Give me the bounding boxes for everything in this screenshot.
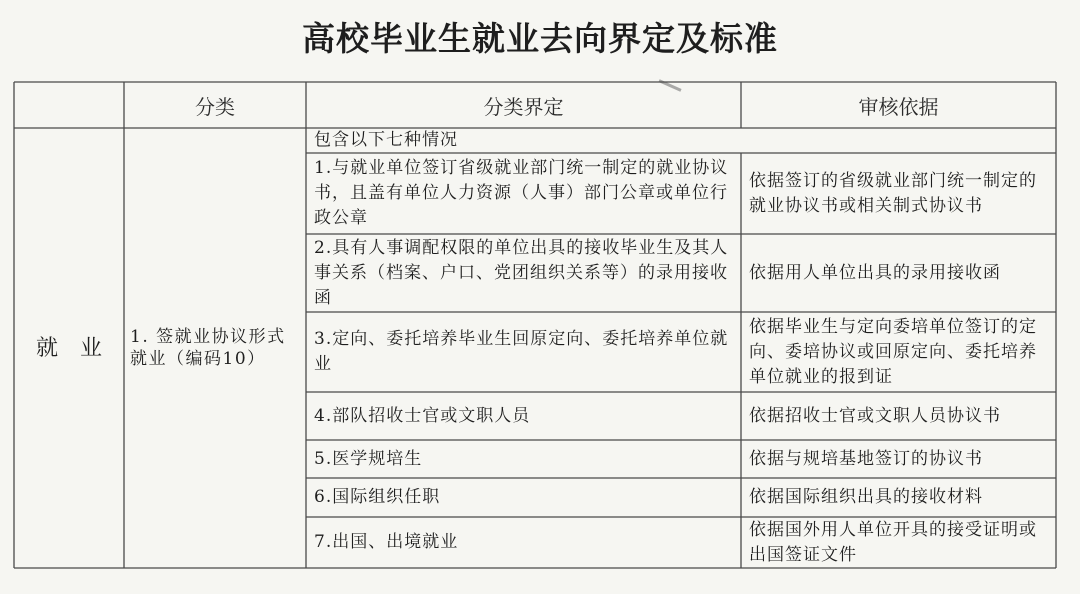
definition-text: 7.出国、出境就业 (314, 532, 459, 552)
definition-text: 1.与就业单位签订省级就业部门统一制定的就业协议书，且盖有单位人力资源（人事）部门公章或单位行政公章 (314, 158, 729, 228)
table-row-4-definition (306, 392, 741, 440)
table-row-7-basis (741, 517, 1056, 568)
intro-cell (306, 128, 1056, 153)
main-category-cell (14, 128, 124, 568)
table-row-7-definition (306, 517, 741, 568)
basis-text: 依据国外用人单位开具的接受证明或出国签证文件 (749, 519, 1037, 565)
definition-text: 6.国际组织任职 (314, 487, 441, 507)
table-row-4-basis (741, 392, 1056, 440)
definition-text: 4.部队招收士官或文职人员 (314, 405, 531, 426)
table-row-5-definition (306, 440, 741, 478)
definition-text: 3.定向、委托培养毕业生回原定向、委托培养单位就业 (314, 329, 729, 374)
table-row-5-basis (741, 440, 1056, 478)
table-row-3-basis (741, 312, 1056, 392)
table-row-6-basis (741, 478, 1056, 517)
header-category: 分类 (195, 94, 235, 119)
table-row-2-basis (741, 234, 1056, 312)
basis-text: 依据国际组织出具的接收材料 (749, 487, 983, 507)
definition-text: 5.医学规培生 (314, 448, 423, 469)
table-row-1-basis (741, 153, 1056, 234)
table-row-3-definition (306, 312, 741, 392)
header-definition: 分类界定 (483, 94, 564, 119)
sub-category-cell (124, 128, 306, 568)
table-row-6-definition (306, 478, 741, 517)
sub-category-label: 1. 签就业协议形式就业（编码10） (130, 327, 286, 369)
header-empty-cell (14, 82, 124, 128)
intro-text: 包含以下七种情况 (314, 130, 458, 150)
document-title: 高校毕业生就业去向界定及标准 (302, 19, 778, 58)
definition-text: 2.具有人事调配权限的单位出具的接收毕业生及其人事关系（档案、户口、党团组织关系等）的录用接收函 (314, 237, 729, 308)
basis-text: 依据用人单位出具的录用接收函 (749, 262, 1001, 283)
basis-text: 依据签订的省级就业部门统一制定的就业协议书或相关制式协议书 (749, 170, 1037, 216)
basis-text: 依据毕业生与定向委培单位签订的定向、委培协议或回原定向、委托培养单位就业的报到证 (749, 316, 1037, 387)
basis-text: 依据与规培基地签订的协议书 (749, 448, 983, 469)
main-category-label: 就业 (36, 335, 124, 361)
table-row-1-definition (306, 153, 741, 234)
table-row-2-definition (306, 234, 741, 312)
header-basis: 审核依据 (858, 94, 939, 119)
basis-text: 依据招收士官或文职人员协议书 (749, 405, 1001, 426)
